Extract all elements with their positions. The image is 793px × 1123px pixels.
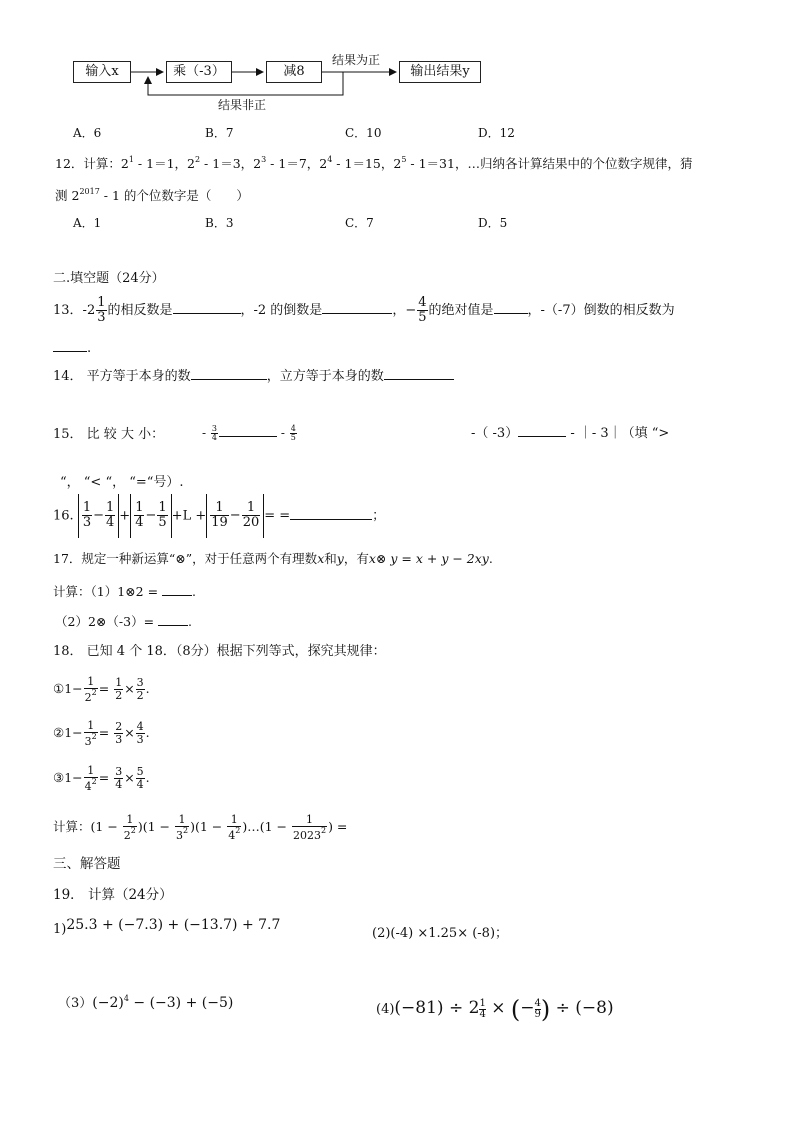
q15-fraction-2: $\frac{4}{5}$: [290, 423, 296, 442]
q19-title: 19． 计算（24分）: [53, 887, 173, 903]
q13-blank-3[interactable]: [494, 313, 528, 314]
q16-abs-3: $\frac{1}{19}$ − $\frac{1}{20}$: [206, 494, 264, 538]
q11-option-d: D．12: [478, 126, 515, 140]
q16-blank[interactable]: [290, 519, 372, 520]
otimes-icon: ⊗: [125, 584, 136, 599]
flow-not-positive-label: 结果非正: [218, 98, 267, 112]
q12-prefix: 12．计算：: [55, 156, 121, 171]
q12-option-a: A．1: [73, 216, 102, 230]
q12-term: $2^2 - 1=3$，: [187, 155, 254, 171]
q18-calc: 计算：(1 − $\frac{1}{2^2}$ )(1 − $\frac{1}{3^2}$ )(1 − $\frac{1}{4^2}$ )…(1 − $\frac{1}{2023^2}$ ) =: [53, 812, 348, 842]
q18-row-2: ②1− $\frac{1}{3^2}$ = $\frac{2}{3}$ × $\frac{4}{3}$ .: [53, 718, 150, 748]
q15-blank-1[interactable]: [219, 436, 277, 437]
q12-term: $2^1 - 1=1$，: [120, 155, 188, 171]
q15-line1: 15． 比 较 大 小：: [53, 427, 165, 442]
q13-line2: .: [53, 342, 91, 355]
q19-part-3: $(3)(-2)^4 - (-3) + (-5)$: [58, 994, 234, 1011]
q13-fraction-2: $\frac{4}{5}$: [418, 295, 427, 325]
q15-line2: “， “< “， “=“号）.: [60, 475, 184, 490]
q12-term: $2^4 - 1=15$，: [319, 155, 394, 171]
q19-part-2: (2)(-4) ×1.25× (-8)；: [372, 926, 509, 941]
otimes-icon: ⊗: [95, 614, 107, 629]
q18-title: 18． 已知 4 个 18．（8分）根据下列等式，探究其规律：: [53, 644, 386, 659]
section-3-heading: 三、解答题: [53, 856, 121, 872]
q17-calc-2: （2）2⊗（-3）= .: [55, 614, 192, 629]
q15-compare-fractions: - $\frac{3}{4}$ - $\frac{4}{5}$: [202, 423, 296, 442]
q12-term: $2^5 - 1=31$: [393, 155, 455, 171]
arrow-loop-back: [148, 72, 343, 95]
q15-blank-2[interactable]: [518, 436, 566, 437]
q12-option-b: B．3: [205, 216, 234, 230]
q13-blank-1[interactable]: [173, 313, 241, 314]
q12-term: $2^3 - 1=7$，: [253, 155, 320, 171]
q16-abs-2: $\frac{1}{4}$ − $\frac{1}{5}$: [130, 494, 171, 538]
q12-option-c: C．7: [345, 216, 374, 230]
q12-line2: 测 $2^{2017} - 1$ 的个位数字是（ ）: [55, 187, 249, 203]
q19-part-4: (4)(−81) ÷ 2 $\frac{1}{4}$ × (− $\frac{4}{9}) \div (-8)$: [376, 995, 614, 1024]
flow-multiply-box: 乘（-3）: [166, 61, 232, 83]
q11-option-c: C．10: [345, 126, 382, 140]
flow-positive-label: 结果为正: [332, 53, 381, 67]
q13-blank-4[interactable]: [53, 351, 87, 352]
q18-row-3: ③1− $\frac{1}{4^2}$ = $\frac{3}{4}$ × $\frac{5}{4}$ .: [53, 763, 150, 793]
otimes-icon: ⊗: [175, 551, 186, 566]
flow-subtract-box: 减8: [266, 61, 322, 83]
q14-blank-2[interactable]: [384, 379, 454, 380]
q19-part-1: 1)25.3 + (−7.3) + (−13.7) + 7.7: [53, 917, 281, 937]
q11-option-b: B．7: [205, 126, 234, 140]
q15-fraction-1: $\frac{3}{4}$: [211, 423, 217, 442]
flow-arrows: [0, 0, 793, 130]
q17-line1: 17．规定一种新运算“⊗”，对于任意两个有理数x和y，有x⊗ y = x + y − 2xy.: [53, 551, 493, 566]
q12-line1: [55, 156, 692, 171]
flow-output-box: 输出结果y: [399, 61, 481, 83]
q15-compare-2: -（ -3） - ｜- 3｜（填 “>: [471, 426, 670, 441]
q18-row-1: ①1− $\frac{1}{2^2}$ = $\frac{1}{2}$ × $\frac{3}{2}$ .: [53, 674, 150, 704]
q11-option-a: A．6: [73, 126, 102, 140]
q17-blank-2[interactable]: [158, 625, 188, 626]
flow-input-box: 输入x: [73, 61, 131, 83]
otimes-icon: ⊗: [375, 551, 387, 566]
q16-abs-1: $\frac{1}{3}$ − $\frac{1}{4}$: [78, 494, 119, 538]
q13-fraction-1: $\frac{1}{3}$: [97, 295, 106, 325]
q13-line1: 13．-2 $\frac{1}{3}$ 的相反数是 ，-2 的倒数是 ，− $\frac{4}{5}$ 的绝对值是 ，-（-7）倒数的相反数为: [53, 295, 675, 325]
q16-line: 16. $\frac{1}{3}$ − $\frac{1}{4}$ + $\frac{1}{4}$ − $\frac{1}{5}$ +L + $\frac{1}{19}$ − $\frac{1}{20}$ = = ；: [53, 494, 385, 539]
q17-blank-1[interactable]: [162, 595, 192, 596]
q12-option-d: D．5: [478, 216, 508, 230]
q14-blank-1[interactable]: [191, 379, 267, 380]
q17-calc-1: 计算：（1）1⊗2 = .: [53, 584, 196, 599]
q13-blank-2[interactable]: [322, 313, 392, 314]
section-2-heading: 二.填空题（24分）: [53, 271, 165, 286]
q14-line: 14． 平方等于本身的数 ，立方等于本身的数: [53, 370, 454, 383]
q12-line1-tail: ，…归纳各计算结果中的个位数字规律，猜: [454, 156, 693, 171]
